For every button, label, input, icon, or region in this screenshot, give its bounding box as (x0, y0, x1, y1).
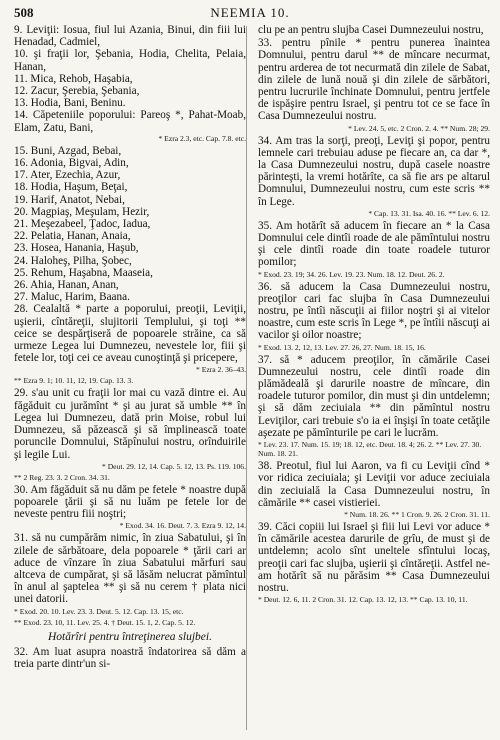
cross-reference: * Exod. 13. 2, 12, 13. Lev. 27. 26, 27. Num. 18. 15, 16. (258, 342, 426, 352)
verse-30: 30. Am făgăduit să nu dăm pe fetele * noastre după popoarele ţării şi să nu luăm pe fetele lor de neveste pentru fiii noştri; (14, 483, 246, 521)
cross-reference: * Lev. 24. 5, etc. 2 Cron. 2. 4. ** Num. 28; 29. (348, 123, 490, 133)
page-number: 508 (14, 5, 34, 20)
running-title: NEEMIA 10. (210, 5, 290, 20)
verse-16: 16. Adonia, Bigvai, Adin, (14, 157, 129, 170)
verse-12: 12. Zacur, Şerebia, Şebania, (14, 85, 140, 98)
verse-9: 9. Leviţii: Iosua, fiul lui Azania, Binui, din fiii lui Henadad, Cadmiel, (14, 24, 246, 49)
verse-39: 39. Căci copiii lui Israel şi fiii lui Levi vor aduce * în cămările acestea darurile de grîu, de must şi de untdelemn; acolo sînt uneltele sfîntului locaş, preoţii cari fac slujba, uşierii şi cîntăreţii. Astfel ne-am hotărît să nu părăsim ** Casa Dumnezeului nostru. (258, 520, 490, 594)
cross-reference: * Lev. 23. 17. Num. 15. 19; 18. 12, etc. Deut. 18. 4; 26. 2. ** Lev. 27. 30. Num. 18. 21. (258, 440, 482, 459)
cross-reference: ** Exod. 23. 10, 11. Lev. 25. 4. † Deut. 15. 1, 2. Cap. 5. 12. (14, 617, 196, 627)
verse-25: 25. Rehum, Haşabna, Maaseia, (14, 266, 153, 279)
page-header (14, 5, 486, 25)
verse-18: 18. Hodia, Haşum, Beţai, (14, 181, 128, 194)
cross-reference: * Deut. 29. 12, 14. Cap. 5. 12, 13. Ps. 119. 106. (102, 461, 246, 471)
verse-33: 33. pentru pînile * pentru punerea înaintea Domnului, pentru darul ** de mîncare necurmat, pentru arderea de tot necurmată din zilele de Sabat, din zilele de lună nouă şi din zilele de sărbători, pentru lucrurile închinate Domnului, pentru jertfele de ispăşire pentru Israel, şi pentru tot ce se face în Casa Dumnezeului nostru. (258, 37, 490, 123)
verse-29: 29. s'au unit cu fraţii lor mai cu vază dintre ei. Au făgăduit cu jurămînt * şi au jurat să umble ** în Legea lui Dumnezeu, dată prin Moise, robul lui Dumnezeu, să păzească şi să împlinească toate poruncile Domnului, Stăpînului nostru, orînduirile şi legile Lui. (14, 387, 246, 461)
cross-reference: * Num. 18. 26. ** 1 Cron. 9. 26. 2 Cron. 31. 11. (344, 509, 490, 519)
verse-10: 10. şi fraţii lor, Şebania, Hodia, Chelita, Pelaia, Hanan, (14, 48, 246, 73)
cross-reference: * Ezra 2.3, etc. Cap. 7.8. etc. (158, 133, 246, 143)
verse-17: 17. Ater, Ezechia, Azur, (14, 169, 121, 182)
cross-reference: ** 2 Reg. 23. 3. 2 Cron. 34. 31. (14, 472, 110, 482)
column-divider (246, 26, 247, 730)
section-heading: Hotărîri pentru întreţinerea slujbei. (48, 630, 212, 643)
verse-34: 34. Am tras la sorţi, preoţi, Leviţi şi popor, pentru lemnele cari trebuiau aduse pe fiecare an, ca dar *, la Casa Dumnezeului nostru, după casele noastre părinteşti, la vremi hotărîte, ca să fie ars pe altarul Domnului, Dumnezeului nostru, cum este scris ** în Lege. (258, 134, 490, 208)
verse-13: 13. Hodia, Bani, Beninu. (14, 97, 126, 110)
verse-36: 36. să aducem la Casa Dumnezeului nostru, preoţilor cari fac slujba în Casa Dumnezeului nostru, pe întîi născuţii ai fiilor noştri şi ai vitelor noastre, cum este scris în Lege *, pe întîii născuţi ai vacilor şi oilor noastre; (258, 280, 490, 342)
verse-31: 31. să nu cumpărăm nimic, în ziua Sabatului, şi în zilele de sărbătoare, dela popoarele * ţării cari ar aduce de vînzare în ziua Sabatului mărfuri sau altceva de cumpărat, şi să lăsăm nelucrat pămîntul în anul al şaptelea ** şi să nu cerem † plata nici unei datorii. (14, 532, 246, 606)
right-column (258, 24, 490, 734)
verse-32-continued: clu pe an pentru slujba Casei Dumnezeului nostru, (258, 24, 484, 36)
verse-15: 15. Buni, Azgad, Bebai, (14, 144, 122, 157)
cross-reference: * Exod. 23. 19; 34. 26. Lev. 19. 23. Num. 18. 12. Deut. 26. 2. (258, 269, 445, 279)
verse-14: 14. Căpeteniile poporului: Pareoş *, Pahat-Moab, Elam, Zatu, Bani, (14, 109, 246, 134)
verse-32: 32. Am luat asupra noastră îndatorirea să dăm a treia parte dintr'un si- (14, 645, 246, 670)
left-column (14, 24, 246, 734)
cross-reference: ** Ezra 9. 1; 10. 11, 12, 19. Cap. 13. 3. (14, 376, 134, 386)
verse-11: 11. Mica, Rehob, Haşabia, (14, 72, 133, 85)
verse-37: 37. să * aducem preoţilor, în cămările Casei Dumnezeului nostru, cele dintîi roade din plămădeală şi darurile noastre de mîncare, din roadele tuturor pomilor, din must şi din untdelemn; şi să dăm zeciuiala ** din pămîntul nostru Leviţilor, cari trebuie s'o ia ei înşişi în toate cetăţile aşezate pe pămînturile pe cari le lucrăm. (258, 353, 490, 439)
verse-27: 27. Maluc, Harim, Baana. (14, 291, 130, 304)
verse-20: 20. Magpiaş, Meşulam, Hezir, (14, 205, 150, 218)
verse-22: 22. Pelatia, Hanan, Anaia, (14, 230, 131, 243)
verse-21: 21. Meşezabeel, Ţadoc, Iadua, (14, 218, 151, 231)
cross-reference: * Cap. 13. 31. Isa. 40. 16. ** Lev. 6. 12. (368, 208, 490, 218)
cross-reference: * Exod. 20. 10. Lev. 23. 3. Deut. 5. 12. Cap. 13. 15, etc. (14, 606, 184, 616)
verse-26: 26. Ahia, Hanan, Anan, (14, 279, 119, 292)
verse-24: 24. Haloheş, Pilha, Şobec, (14, 254, 132, 267)
verse-28: 28. Cealaltă * parte a poporului, preoţii, Leviţii, uşierii, cîntăreţii, slujitorii Templului, şi toţi ** ceice se despărţiseră de popoarele străine, ca să urmeze Legea lui Dumnezeu, nevestele lor, fiii şi fetele lor, toţi cei ce aveau cunoştinţă şi pricepere, (14, 303, 246, 365)
verse-38: 38. Preotul, fiul lui Aaron, va fi cu Leviţii cînd * vor ridica zeciuiala; şi Leviţii vor aduce zeciuiala din zeciuială la Casa Dumnezeului nostru, în cămările ** casei vistieriei. (258, 460, 490, 509)
verse-19: 19. Harif, Anatot, Nebai, (14, 193, 125, 206)
verse-23: 23. Hosea, Hanania, Haşub, (14, 242, 139, 255)
cross-reference: * Exod. 34. 16. Deut. 7. 3. Ezra 9. 12, 14. (119, 521, 246, 531)
verse-35: 35. Am hotărît să aducem în fiecare an * la Casa Domnului cele dintîi roade de ale pămîntului nostru şi cele dintîi roade din toate roadele tuturor pomilor; (258, 219, 490, 269)
cross-reference: * Ezra 2. 36–43. (196, 365, 246, 375)
cross-reference: * Deut. 12. 6, 11. 2 Cron. 31. 12. Cap. 13. 12, 13. ** Cap. 13. 10, 11. (258, 595, 468, 605)
